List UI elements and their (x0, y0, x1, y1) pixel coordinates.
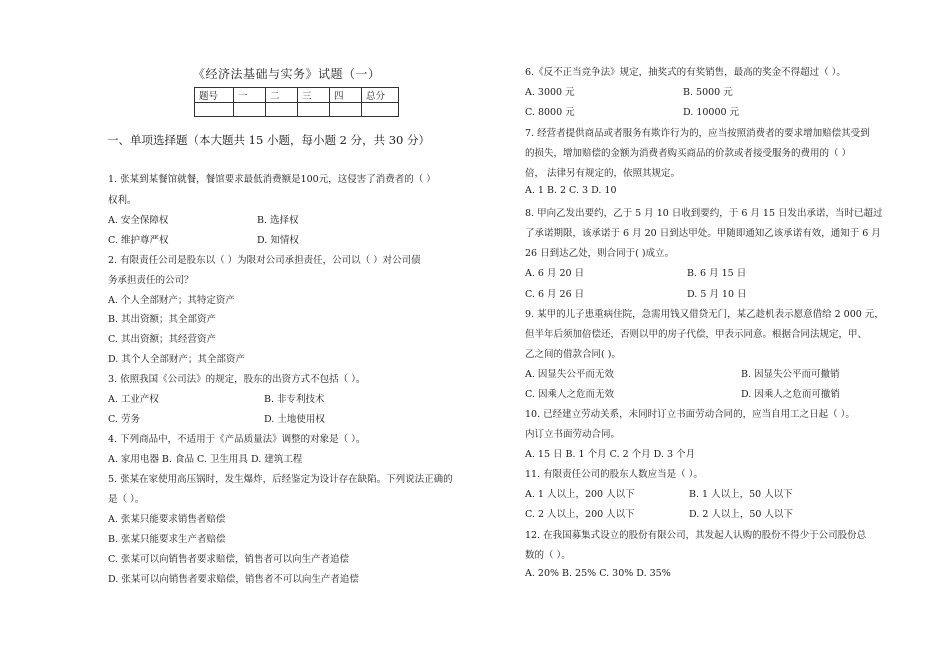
question-11-text: 11. 有限责任公司的股东人数应当是（ ）。 (525, 469, 703, 480)
question-9-text: 9. 某甲的儿子患重病住院，急需用钱又借贷无门，某乙趁机表示愿意借给 2 000 元， (525, 309, 884, 320)
score-header-cell: 二 (266, 88, 298, 103)
option-c: C. 劳务 (108, 414, 140, 425)
score-table-header-row (195, 88, 399, 103)
question-12-options: A. 20% B. 25% C. 30% D. 35% (525, 568, 671, 579)
question-5-text: 5. 张某在家使用高压锅时，发生爆炸，后经鉴定为设计存在缺陷。下列说法正确的 (108, 474, 453, 485)
score-table (194, 87, 399, 117)
option-d: D. 土地使用权 (264, 414, 325, 425)
option-a: A. 张某只能要求销售者赔偿 (108, 514, 226, 525)
score-header-cell: 四 (330, 88, 362, 103)
score-entry-cell[interactable] (266, 103, 298, 117)
exam-title: 《经济法基础与实务》试题（一） (193, 67, 381, 81)
score-header-cell: 题号 (195, 88, 234, 103)
question-7-text-cont: 的损失，增加赔偿的金额为消费者购买商品的价款或者接受服务的费用的（ ） (525, 148, 852, 159)
question-9-text-cont: 但半年后须加倍偿还，否则以甲的房子代偿，甲表示同意。根据合同法规定，甲、 (525, 329, 868, 340)
option-c: C. 张某可以向销售者要求赔偿，销售者可以向生产者追偿 (108, 554, 349, 565)
score-table-entry-row (195, 103, 399, 117)
question-1-text-cont: 权利。 (108, 195, 137, 206)
question-4-options: A. 家用电器 B. 食品 C. 卫生用具 D. 建筑工程 (108, 454, 303, 465)
question-5-text-cont: 是（ ）。 (108, 494, 145, 505)
question-12-text-cont: 数的（ ）。 (525, 550, 571, 561)
question-2-text-cont: 务承担责任的公司？ (108, 275, 194, 286)
question-9-text-cont2: 乙之间的借款合同( )。 (525, 349, 621, 360)
question-7-options: A. 1 B. 2 C. 3 D. 10 (525, 185, 617, 196)
question-8-text: 8. 甲向乙发出要约，乙于 5 月 10 日收到要约，于 6 月 15 日发出承诺，当时已超过 (525, 208, 883, 219)
question-7-text: 7. 经营者提供商品或者服务有欺诈行为的，应当按照消费者的要求增加赔偿其受到 (525, 128, 870, 139)
option-c: C. 其出资额；其经营资产 (108, 334, 216, 345)
option-b: B. 非专利技术 (264, 394, 325, 405)
option-d: D. 5 月 10 日 (687, 289, 747, 300)
option-c: C. 维护尊严权 (108, 235, 169, 246)
option-d: D. 张某可以向销售者要求赔偿，销售者不可以向生产者追偿 (108, 574, 359, 585)
option-d: D. 因乘人之危而可撤销 (741, 389, 840, 400)
question-10-text: 10. 已经建立劳动关系，未同时订立书面劳动合同的，应当自用工之日起（ ）。 (525, 409, 855, 420)
section-heading: 一、单项选择题（本大题共 15 小题，每小题 2 分，共 30 分） (107, 133, 431, 147)
question-6-text: 6.《反不正当竞争法》规定，抽奖式的有奖销售，最高的奖金不得超过（ ）。 (525, 67, 846, 78)
question-3-text: 3. 依照我国《公司法》的规定，股东的出资方式不包括（ ）。 (108, 374, 366, 385)
question-8-text-cont2: 26 日到达乙处，则合同于( )成立。 (525, 248, 675, 259)
question-10-options: A. 15 日 B. 1 个月 C. 2 个月 D. 3 个月 (525, 449, 696, 460)
option-d: D. 其个人全部财产；其全部资产 (108, 354, 245, 365)
option-d: D. 10000 元 (683, 107, 740, 118)
option-b: B. 1 人以上，50 人以下 (689, 489, 793, 500)
score-entry-cell[interactable] (234, 103, 266, 117)
question-4-text: 4. 下列商品中，不适用于《产品质量法》调整的对象是（ ）。 (108, 434, 366, 445)
option-c: C. 6 月 26 日 (525, 289, 585, 300)
question-2-text: 2. 有限责任公司是股东以（ ）为限对公司承担责任，公司以（ ）对公司债 (108, 255, 421, 266)
question-1-text: 1. 张某到某餐馆就餐，餐馆要求最低消费额是100元，这侵害了消费者的（ ） (108, 174, 436, 185)
option-d: D. 知情权 (257, 235, 299, 246)
option-a: A. 3000 元 (525, 87, 575, 98)
option-c: C. 因乘人之危而无效 (525, 389, 614, 400)
option-a: A. 安全保障权 (108, 215, 169, 226)
option-b: B. 6 月 15 日 (687, 268, 747, 279)
score-entry-cell[interactable] (298, 103, 330, 117)
option-a: A. 工业产权 (108, 394, 159, 405)
option-b: B. 其出资额；其全部资产 (108, 314, 217, 325)
option-b: B. 张某只能要求生产者赔偿 (108, 534, 226, 545)
option-c: C. 2 人以上，200 人以下 (525, 509, 635, 520)
option-a: A. 6 月 20 日 (525, 268, 585, 279)
option-a: A. 个人全部财产；其特定资产 (108, 295, 235, 306)
score-header-cell: 一 (234, 88, 266, 103)
option-d: D. 2 人以上，50 人以下 (689, 509, 793, 520)
score-header-cell: 三 (298, 88, 330, 103)
score-entry-cell[interactable] (330, 103, 362, 117)
option-b: B. 因显失公平而可撤销 (741, 369, 840, 380)
score-header-cell: 总分 (362, 88, 399, 103)
question-10-text-cont: 内订立书面劳动合同。 (525, 429, 621, 440)
option-b: B. 选择权 (257, 215, 299, 226)
question-7-text-cont2: 倍， 法律另有规定的，依照其规定。 (525, 168, 681, 179)
option-c: C. 8000 元 (525, 107, 575, 118)
score-entry-cell[interactable] (362, 103, 399, 117)
option-a: A. 1 人以上，200 人以下 (525, 489, 635, 500)
question-8-text-cont: 了承诺期限，该承诺于 6 月 20 日到达甲处。甲随即通知乙该承诺有效，通知于 6 月 (525, 228, 881, 239)
score-entry-cell[interactable] (195, 103, 234, 117)
option-b: B. 5000 元 (683, 87, 733, 98)
question-12-text: 12. 在我国募集式设立的股份有限公司，其发起人认购的股份不得少于公司股份总 (525, 530, 867, 541)
option-a: A. 因显失公平而无效 (525, 369, 614, 380)
